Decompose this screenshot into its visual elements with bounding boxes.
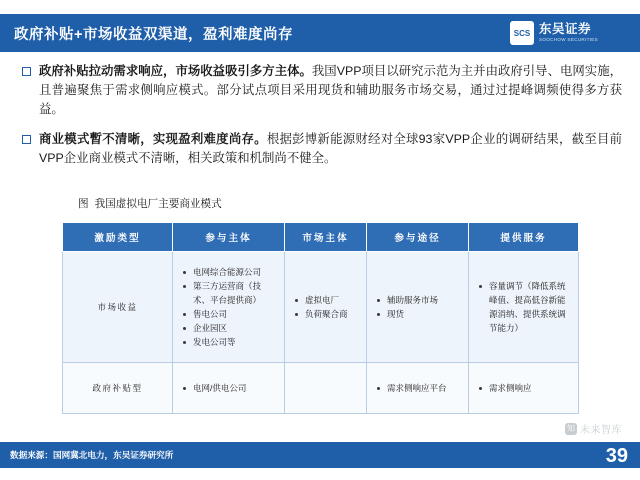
table-row [63,363,579,414]
cell-category-government-subsidy: 政府补贴型 [63,363,173,414]
cell-approach-market-revenue [367,252,469,363]
cell-market-subject-market-revenue [285,252,367,363]
cell-approach-government-subsidy [367,363,469,414]
table-header-row [63,223,579,252]
bullet-paragraph-2 [39,130,622,168]
column-header-approach: 参与途径 [367,223,469,252]
list-item: 电网/供电公司 [191,381,277,395]
bullet-2-lead: 商业模式暫不清晰， [39,132,153,146]
list-item: 企业园区 [191,321,277,335]
watermark-badge-icon: 知 [567,424,575,433]
watermark [565,421,622,436]
list-item: 现货 [385,307,461,321]
slide-title-bar [0,14,640,52]
bullet-1-rest: 我国VPP项目以研究示范为主并由政府引导、电网实施，且普遍聚焦于需求侧响应模式。部分试点项目采用现货和辅助服务市场交易，通过过提峰调频使得多方获益。 [39,64,623,116]
column-header-services: 提供服务 [469,223,579,252]
list-item: 第三方运营商（技术、平台提供商） [191,279,277,307]
list-item: 辅助服务市场 [385,293,461,307]
cell-participants-government-subsidy [173,363,285,414]
list-item: 虚拟电厂 [303,293,359,307]
business-model-table [62,222,579,414]
figure-title: 我国虚拟电厂主要商业模式 [94,198,222,210]
list-item: 需求侧响应平台 [385,381,461,395]
figure-caption [78,196,222,211]
bullet-2-rest: 根据彭博新能源财经对全球93家VPP企业的调研结果，截至目前VPP企业商业模式不清晰，相关政策和机制尚不健全。 [39,132,623,165]
square-bullet-icon [22,135,31,144]
logo-company-cn: 东吴证券 [539,22,592,36]
bullet-paragraph-1 [39,62,622,119]
cell-category-market-revenue: 市场收益 [63,252,173,363]
cell-market-subject-government-subsidy [285,363,367,414]
watermark-text: 未来智库 [580,425,622,436]
cell-services-government-subsidy [469,363,579,414]
bullet-list [22,62,622,179]
logo-company-en: SOOCHOW SECURITIES [539,37,598,42]
list-item: 需求侧响应 [487,381,571,395]
figure-label: 图 [78,198,89,210]
brand-logo [510,19,632,47]
data-source-text: 数据来源：国网冀北电力，东吴证券研究所 [10,450,174,460]
logo-mark-icon: SCS [510,21,534,45]
cell-services-market-revenue [469,252,579,363]
list-item [22,62,622,119]
bullet-1-bold: 市场收益吸引多方主体。 [175,64,312,78]
square-bullet-icon [22,67,31,76]
column-header-market-subject: 市场主体 [285,223,367,252]
cell-participants-market-revenue [173,252,285,363]
slide-footer-bar [0,442,640,468]
bullet-1-lead: 政府补贴拉动需求响应， [39,64,176,78]
column-header-incentive-type: 激励类型 [63,223,173,252]
bullet-2-bold: 实现盈利难度尚存。 [152,132,267,146]
list-item: 负荷聚合商 [303,307,359,321]
column-header-participants: 参与主体 [173,223,285,252]
list-item: 售电公司 [191,307,277,321]
list-item [22,130,622,168]
list-item: 容量调节（降低系统峰值、提高低谷新能源消纳、提供系统调节能力） [487,279,571,335]
table-row [63,252,579,363]
list-item: 电网综合能源公司 [191,265,277,279]
page-number: 39 [605,445,628,467]
page-title: 政府补贴+市场收益双渠道，盈利难度尚存 [14,26,293,43]
list-item: 发电公司等 [191,335,277,349]
